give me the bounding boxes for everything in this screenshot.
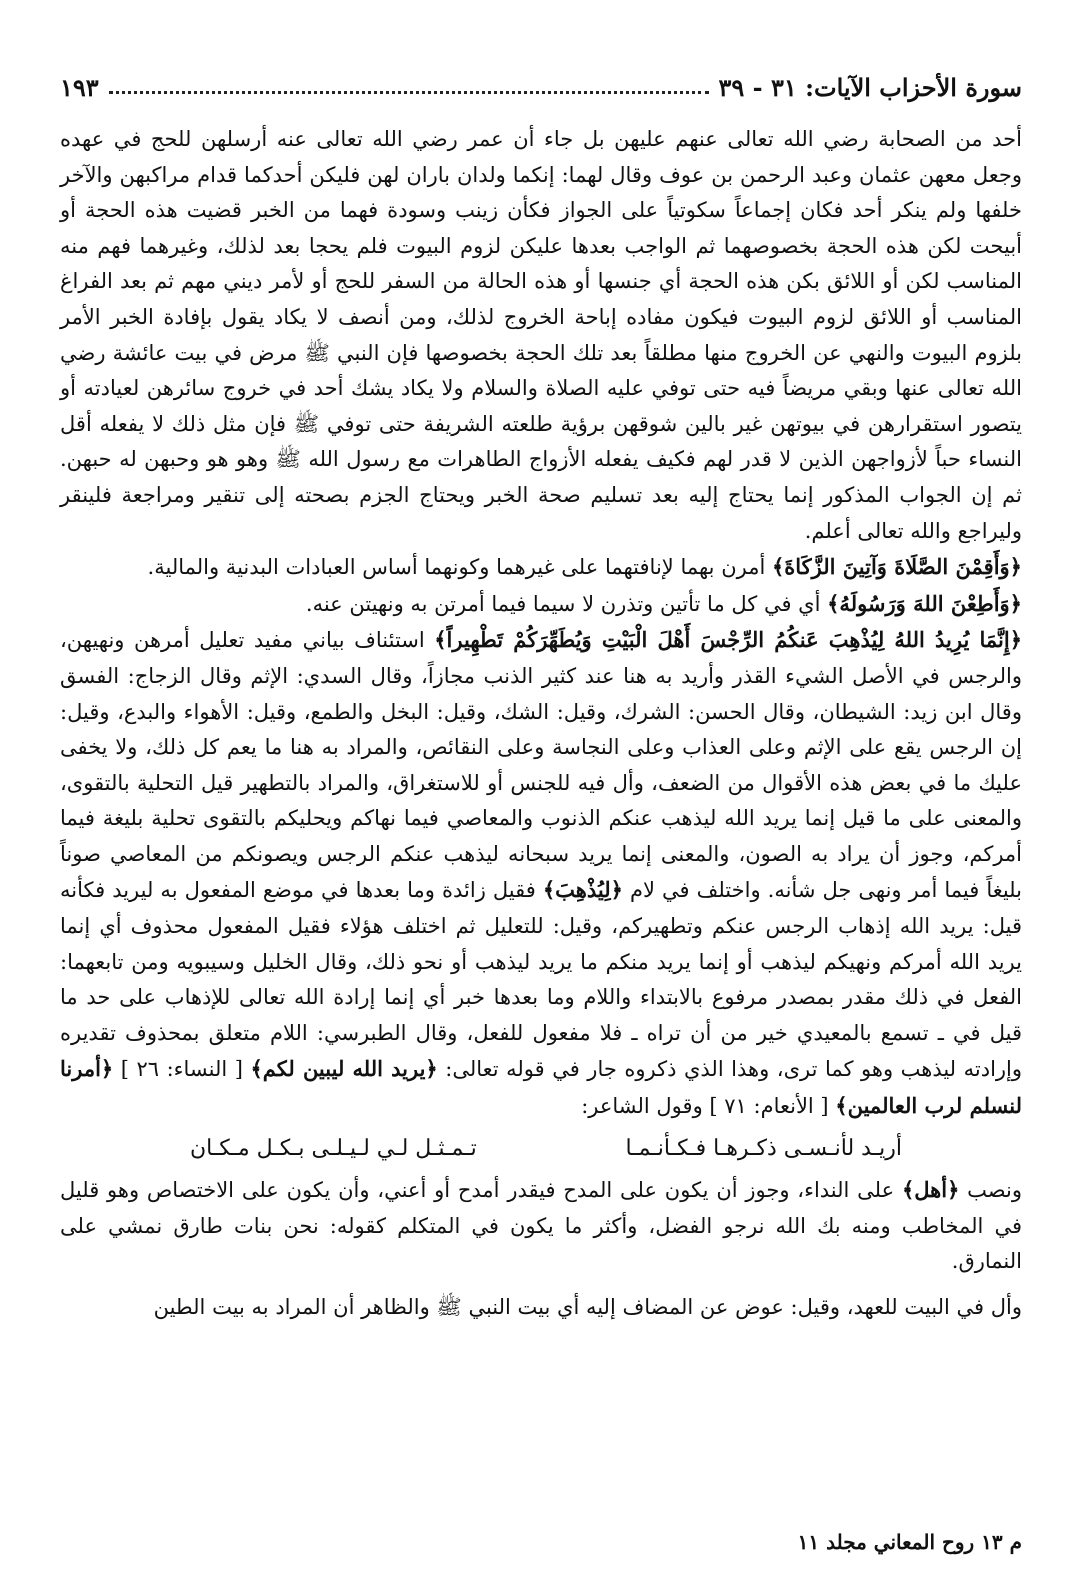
- quran-quote: ﴿أمرنا لنسلم لرب العالمين﴾: [60, 1056, 1022, 1119]
- commentary-text: فقيل زائدة وما بعدها في موضع المفعول به ليريد فكأنه قيل: يريد الله إذهاب الرجس عنكم وتطهيركم، وقيل: للتعليل ثم اختلف هؤلاء فقيل المفعول محذوف أي إنما يريد الله أمركم ونهيكم ليذهب أو إنما يريد منكم ما يريد ليذهب أو نحو ذلك، وقال الخليل وسيبويه ومن تابعهما: الفعل في ذلك مقدر بمصدر مرفوع بالابتداء واللام وما بعدها خبر أي إنما إرادة الله تعالى للإذهاب على حد ما قيل في ـ تسمع بالمعيدي خير من أن تراه ـ فلا مفعول للفعل، وقال الطبرسي: اللام متعلق بمحذوف تقديره وإرادته ليذهب وهو كما ترى، وهذا الذي ذكروه جار في قوله تعالى:: [60, 878, 1023, 1082]
- commentary-text: استئناف بياني مفيد تعليل أمرهن ونهيهن، والرجس في الأصل الشيء القذر وأريد به هنا عند كثير الذنب مجازاً، وقال السدي: الإثم وقال الزجاج: الفسق وقال ابن زيد: الشيطان، وقال الحسن: الشرك، وقيل: الشك، وقيل: البخل والطمع، وقيل: الأهواء والبدع، وقيل: إن الرجس يقع على الإثم وعلى العذاب وعلى النجاسة وعلى النقائص، والمراد به هنا ما يعم كل ذلك، ولا يخفى عليك ما في بعض هذه الأقوال من الضعف، وأل فيه للجنس أو للاستغراق، والمراد بالتطهير قيل التحلية بالتقوى، والمعنى على ما قيل إنما يريد الله ليذهب عنكم الذنوب والمعاصي فيما نهاكم ويحليكم بالتقوى تحلية بليغة فيما أمركم، وجوز أن يراد به الصون، والمعنى إنما يريد سبحانه ليذهب عنكم الرجس ويصونكم من المعاصي صوناً بليغاً فيما أمر ونهى جل شأنه. واختلف في لام: [60, 628, 1022, 903]
- poem-second-hemistich: تـمـثـل لـي لـيـلـى بـكـل مـكـان: [190, 1135, 477, 1161]
- signature-mark: م ١٣ روح المعاني مجلد ١١: [797, 1530, 1022, 1554]
- citation: [ النساء: ٢٦ ]: [113, 1057, 251, 1082]
- paragraph-5: [60, 1172, 1022, 1280]
- paragraph-2: [60, 549, 1022, 586]
- quran-quote: ﴿أهل﴾: [901, 1177, 960, 1203]
- paragraph-1: أحد من الصحابة رضي الله تعالى عنهم عليهن بل جاء أن عمر رضي الله تعالى عنه أرسلهن للحج في عهده وجعل معهن عثمان وعبد الرحمن بن عوف وقال لهما: إنكما ولدان باران لهن فليكن أحدكما قدام مراكبهن والآخر خلفها ولم ينكر أحد فكان إجماعاً سكوتياً على الجواز فكأن زينب وسودة فهما من الخبر قضيت هذه الحجة أو أبيحت لكن هذه الحجة بخصوصهما ثم الواجب بعدها عليكن لزوم البيوت فلم يحجا بعد لذلك، وغيرهما فهم منه المناسب لكن أو اللائق بكن هذه الحجة أي جنسها أو هذه الحالة من السفر للحج أو لأمر ديني مهم ثم بعد الفراغ المناسب أو اللائق لزوم البيوت فيكون مفاده إباحة الخروج لذلك، ومن أنصف لا يكاد يقول بإفادة الخبر الأمر بلزوم البيوت والنهي عن الخروج منها مطلقاً بعد تلك الحجة بخصوصها فإن النبي ﷺ مرض في بيت عائشة رضي الله تعالى عنها وبقي مريضاً فيه حتى توفي عليه الصلاة والسلام ولا يكاد يشك أحد في خروج سائرهن لعيادته أو يتصور استقرارهن في بيوتهن غير بالين شوقهن برؤية طلعته الشريفة حتى توفي ﷺ فإن مثل ذلك لا يفعله أقل النساء حباً لأزواجهن الذين لا قدر لهم فكيف يفعله الأزواج الطاهرات مع رسول الله ﷺ وهو هو وحبهن له حبهن. ثم إن الجواب المذكور إنما يحتاج إليه بعد تسليم صحة الخبر ويحتاج الجزم بصحته إلى تنقير ومراجعة فلينقر وليراجع والله تعالى أعلم.: [60, 127, 1023, 543]
- poem-first-hemistich: أريـد لأنـسـى ذكـرهـا فـكـأنـمـا: [625, 1135, 902, 1161]
- leader-dots: [109, 91, 709, 94]
- running-header: [60, 62, 1022, 102]
- paragraph-6: وأل في البيت للعهد، وقيل: عوض عن المضاف إليه أي بيت النبي ﷺ والظاهر أن المراد به بيت الطين: [153, 1295, 1022, 1319]
- citation: [ الأنعام: ٧١ ] وقول الشاعر:: [581, 1094, 836, 1119]
- commentary-text: على النداء، وجوز أن يكون على المدح فيقدر أمدح أو أعني، وأن يكون على الاختصاص وهو قليل في المخاطب ومنه بك الله نرجو الفضل، وأكثر ما يكون في المتكلم كقوله: نحن بنات طارق نمشي على النمارق.: [60, 1178, 1022, 1274]
- surah-title: سورة الأحزاب الآيات: ٣١ - ٣٩: [718, 73, 1022, 102]
- page-number: ١٩٣: [60, 73, 99, 102]
- page-body: [60, 122, 1022, 1326]
- commentary-text: أي في كل ما تأتين وتذرن لا سيما فيما أمرتن به ونهيتن عنه.: [305, 591, 828, 616]
- commentary-text: أمرن بهما لإنافتهما على غيرهما وكونهما أساس العبادات البدنية والمالية.: [147, 555, 772, 580]
- quran-quote: ﴿وَأَطِعْنَ اللهَ وَرَسُولَهُ﴾: [827, 590, 1022, 616]
- paragraph-gap: [60, 1280, 1022, 1290]
- commentary-text: ونصب: [959, 1178, 1022, 1203]
- quran-quote: ﴿إِنَّمَا يُرِيدُ اللهُ لِيُذْهِبَ عَنكُمُ الرِّجْسَ أَهْلَ الْبَيْتِ وَيُطَهِّرَكُمْ تَطْهِيراً﴾: [434, 627, 1023, 653]
- quran-quote: ﴿وَأَقِمْنَ الصَّلَاةَ وَآتِينَ الزَّكَاةَ﴾: [771, 554, 1022, 580]
- quran-quote: ﴿يريد الله ليبين لكم﴾: [250, 1056, 438, 1082]
- quran-quote: ﴿لِيُذْهِبَ﴾: [542, 877, 623, 903]
- paragraph-3: [60, 586, 1022, 623]
- poetry-verse: [60, 1125, 1022, 1173]
- paragraph-4: [60, 622, 1022, 1124]
